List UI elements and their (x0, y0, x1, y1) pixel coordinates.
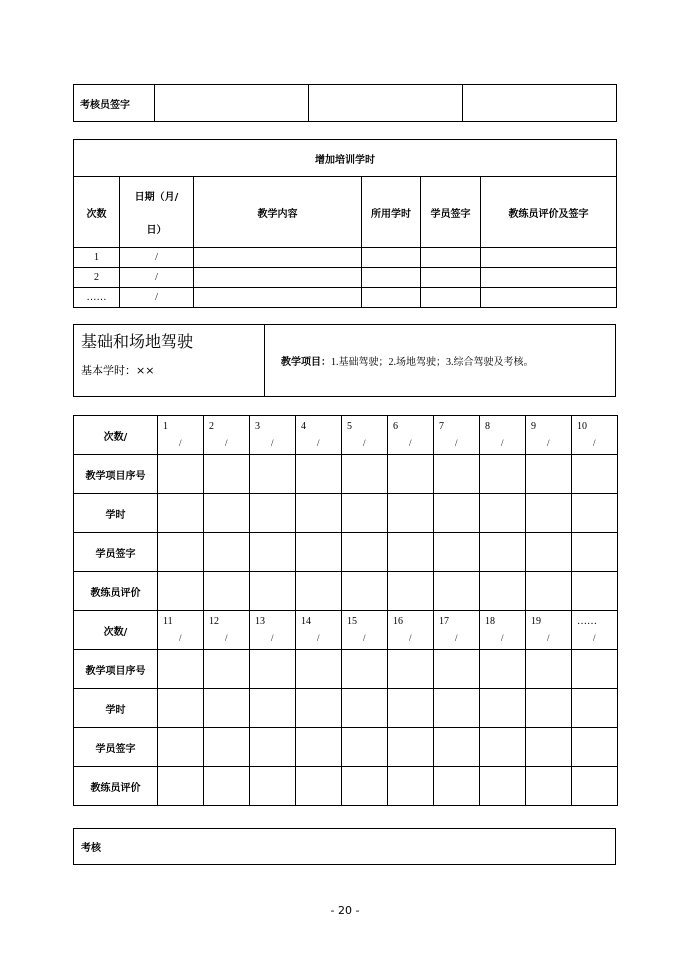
schedule-entry-cell[interactable] (158, 650, 204, 689)
examiner-signature-table (73, 84, 690, 122)
header-times: 次数 (74, 177, 120, 248)
row-eval-cell[interactable] (481, 268, 617, 288)
schedule-entry-cell[interactable] (434, 494, 480, 533)
session-number-cell (480, 611, 526, 650)
coach-eval-label: 教练员评价 (74, 767, 158, 806)
session-slash: / (363, 633, 366, 643)
session-number-cell (342, 416, 388, 455)
row-date[interactable]: / (120, 248, 194, 268)
schedule-entry-cell[interactable] (250, 533, 296, 572)
basic-driving-section (73, 324, 616, 397)
row-eval-cell[interactable] (481, 288, 617, 308)
schedule-entry-cell[interactable] (296, 650, 342, 689)
schedule-entry-cell[interactable] (388, 494, 434, 533)
schedule-entry-cell[interactable] (526, 728, 572, 767)
session-number-cell (250, 416, 296, 455)
session-slash: / (225, 438, 228, 448)
schedule-entry-cell[interactable] (296, 494, 342, 533)
session-number: 13 (255, 616, 265, 627)
schedule-entry-cell[interactable] (434, 689, 480, 728)
session-slash: / (271, 633, 274, 643)
schedule-entry-cell[interactable] (434, 728, 480, 767)
schedule-entry-cell[interactable] (342, 689, 388, 728)
session-slash: / (363, 438, 366, 448)
session-slash: / (455, 438, 458, 448)
schedule-entry-cell[interactable] (158, 728, 204, 767)
schedule-entry-cell[interactable] (250, 494, 296, 533)
schedule-entry-cell[interactable] (342, 572, 388, 611)
schedule-table (73, 415, 618, 806)
session-number-cell (526, 611, 572, 650)
schedule-entry-cell[interactable] (296, 533, 342, 572)
schedule-entry-cell[interactable] (480, 650, 526, 689)
schedule-entry-cell[interactable] (158, 572, 204, 611)
schedule-entry-cell[interactable] (480, 494, 526, 533)
session-number: 9 (531, 421, 536, 432)
session-number-cell (342, 611, 388, 650)
schedule-entry-cell[interactable] (296, 572, 342, 611)
session-number: 15 (347, 616, 357, 627)
session-number: 19 (531, 616, 541, 627)
session-slash: / (593, 633, 596, 643)
schedule-entry-cell[interactable] (572, 689, 618, 728)
session-slash: / (455, 633, 458, 643)
session-number-cell (250, 611, 296, 650)
section-title: 基础和场地驾驶 (81, 332, 194, 351)
session-slash: / (593, 438, 596, 448)
session-number: …… (577, 616, 597, 627)
session-number: 14 (301, 616, 311, 627)
row-sign-cell[interactable] (421, 288, 481, 308)
session-number: 2 (209, 421, 214, 432)
session-slash: / (409, 633, 412, 643)
schedule-entry-cell[interactable] (388, 455, 434, 494)
schedule-entry-cell[interactable] (480, 533, 526, 572)
row-hours-cell[interactable] (362, 268, 421, 288)
session-number-cell (204, 416, 250, 455)
hours-label: 学时 (74, 689, 158, 728)
schedule-entry-cell[interactable] (296, 728, 342, 767)
schedule-entry-cell[interactable] (204, 533, 250, 572)
schedule-entry-cell[interactable] (526, 533, 572, 572)
session-slash: / (317, 438, 320, 448)
header-student-sign: 学员签字 (421, 177, 481, 248)
session-number: 3 (255, 421, 260, 432)
session-number-cell (388, 611, 434, 650)
session-slash: / (179, 633, 182, 643)
session-number: 18 (485, 616, 495, 627)
session-number: 10 (577, 421, 587, 432)
schedule-entry-cell[interactable] (158, 689, 204, 728)
session-slash: / (501, 438, 504, 448)
row-date[interactable]: / (120, 288, 194, 308)
schedule-entry-cell[interactable] (250, 455, 296, 494)
schedule-entry-cell[interactable] (250, 767, 296, 806)
header-coach-eval: 教练员评价及签字 (481, 177, 617, 248)
schedule-entry-cell[interactable] (342, 650, 388, 689)
session-number: 16 (393, 616, 403, 627)
schedule-entry-cell[interactable] (572, 533, 618, 572)
schedule-entry-cell[interactable] (572, 728, 618, 767)
session-number-cell (204, 611, 250, 650)
session-number: 5 (347, 421, 352, 432)
row-date[interactable]: / (120, 268, 194, 288)
examiner-sign-cell[interactable] (463, 85, 617, 122)
schedule-entry-cell[interactable] (388, 689, 434, 728)
session-slash: / (547, 633, 550, 643)
extra-training-table (73, 139, 617, 308)
schedule-entry-cell[interactable] (204, 650, 250, 689)
examiner-sign-cell[interactable] (309, 85, 463, 122)
item-no-label: 教学项目序号 (74, 650, 158, 689)
session-number-cell (158, 416, 204, 455)
schedule-entry-cell[interactable] (434, 650, 480, 689)
schedule-entry-cell[interactable] (572, 572, 618, 611)
row-no: …… (74, 288, 120, 308)
schedule-entry-cell[interactable] (526, 650, 572, 689)
times-label: 次数/ (74, 611, 158, 650)
schedule-entry-cell[interactable] (388, 572, 434, 611)
schedule-entry-cell[interactable] (296, 767, 342, 806)
schedule-entry-cell[interactable] (434, 767, 480, 806)
coach-eval-label: 教练员评价 (74, 572, 158, 611)
session-slash: / (501, 633, 504, 643)
schedule-entry-cell[interactable] (572, 494, 618, 533)
schedule-entry-cell[interactable] (204, 767, 250, 806)
examiner-sign-label: 考核员签字 (74, 85, 155, 122)
session-number-cell (434, 611, 480, 650)
schedule-entry-cell[interactable] (250, 650, 296, 689)
schedule-entry-cell[interactable] (250, 572, 296, 611)
schedule-entry-cell[interactable] (480, 572, 526, 611)
row-content-cell[interactable] (194, 248, 362, 268)
schedule-entry-cell[interactable] (296, 689, 342, 728)
row-content-cell[interactable] (194, 268, 362, 288)
basic-hours: 基本学时：×× (81, 364, 155, 377)
schedule-entry-cell[interactable] (342, 728, 388, 767)
teaching-items-text: 1.基础驾驶；2.场地驾驶；3.综合驾驶及考核。 (331, 357, 534, 368)
student-sign-label: 学员签字 (74, 728, 158, 767)
schedule-entry-cell[interactable] (158, 455, 204, 494)
schedule-entry-cell[interactable] (572, 767, 618, 806)
row-sign-cell[interactable] (421, 248, 481, 268)
schedule-entry-cell[interactable] (572, 455, 618, 494)
schedule-entry-cell[interactable] (480, 728, 526, 767)
schedule-entry-cell[interactable] (388, 650, 434, 689)
schedule-entry-cell[interactable] (250, 689, 296, 728)
schedule-entry-cell[interactable] (572, 650, 618, 689)
session-slash: / (271, 438, 274, 448)
schedule-entry-cell[interactable] (158, 533, 204, 572)
row-sign-cell[interactable] (421, 268, 481, 288)
session-slash: / (547, 438, 550, 448)
schedule-entry-cell[interactable] (526, 767, 572, 806)
session-slash: / (409, 438, 412, 448)
header-date (120, 177, 194, 248)
schedule-entry-cell[interactable] (296, 455, 342, 494)
header-hours: 所用学时 (362, 177, 421, 248)
schedule-entry-cell[interactable] (388, 728, 434, 767)
schedule-entry-cell[interactable] (434, 533, 480, 572)
schedule-entry-cell[interactable] (434, 572, 480, 611)
schedule-entry-cell[interactable] (526, 455, 572, 494)
row-no: 2 (74, 268, 120, 288)
hours-label: 学时 (74, 494, 158, 533)
schedule-entry-cell[interactable] (526, 494, 572, 533)
session-number: 4 (301, 421, 306, 432)
session-number-cell (572, 611, 618, 650)
schedule-entry-cell[interactable] (204, 494, 250, 533)
session-number-cell (526, 416, 572, 455)
schedule-entry-cell[interactable] (526, 689, 572, 728)
examiner-sign-cell[interactable] (155, 85, 309, 122)
basic-driving-title-cell (74, 325, 265, 396)
header-date-line1: 日期（月/ (134, 192, 179, 203)
item-no-label: 教学项目序号 (74, 455, 158, 494)
session-number-cell (296, 416, 342, 455)
session-number: 17 (439, 616, 449, 627)
teaching-items-label: 教学项目： (281, 357, 331, 368)
times-label: 次数/ (74, 416, 158, 455)
header-date-line2: 日） (146, 225, 167, 236)
schedule-entry-cell[interactable] (158, 767, 204, 806)
schedule-entry-cell[interactable] (342, 533, 388, 572)
schedule-entry-cell[interactable] (204, 728, 250, 767)
page-number: - 20 - (330, 904, 360, 917)
schedule-entry-cell[interactable] (204, 572, 250, 611)
row-eval-cell[interactable] (481, 248, 617, 268)
schedule-entry-cell[interactable] (204, 455, 250, 494)
exam-section (73, 828, 616, 865)
schedule-entry-cell[interactable] (526, 572, 572, 611)
session-slash: / (179, 438, 182, 448)
session-number-cell (296, 611, 342, 650)
teaching-items (265, 325, 615, 396)
schedule-entry-cell[interactable] (158, 494, 204, 533)
session-number-cell (572, 416, 618, 455)
student-sign-label: 学员签字 (74, 533, 158, 572)
schedule-entry-cell[interactable] (388, 533, 434, 572)
extra-training-title: 增加培训学时 (74, 140, 617, 177)
schedule-entry-cell[interactable] (250, 728, 296, 767)
session-number: 1 (163, 421, 168, 432)
session-number-cell (388, 416, 434, 455)
row-no: 1 (74, 248, 120, 268)
schedule-entry-cell[interactable] (388, 767, 434, 806)
schedule-entry-cell[interactable] (480, 689, 526, 728)
schedule-entry-cell[interactable] (342, 494, 388, 533)
row-content-cell[interactable] (194, 288, 362, 308)
session-slash: / (317, 633, 320, 643)
session-number-cell (434, 416, 480, 455)
schedule-entry-cell[interactable] (480, 767, 526, 806)
session-number: 12 (209, 616, 219, 627)
schedule-entry-cell[interactable] (204, 689, 250, 728)
session-number: 8 (485, 421, 490, 432)
schedule-entry-cell[interactable] (434, 455, 480, 494)
session-number-cell (158, 611, 204, 650)
session-number: 11 (163, 616, 173, 627)
row-hours-cell[interactable] (362, 248, 421, 268)
header-content: 教学内容 (194, 177, 362, 248)
schedule-entry-cell[interactable] (342, 767, 388, 806)
session-number-cell (480, 416, 526, 455)
session-slash: / (225, 633, 228, 643)
session-number: 6 (393, 421, 398, 432)
row-hours-cell[interactable] (362, 288, 421, 308)
exam-label: 考核 (81, 843, 101, 854)
schedule-entry-cell[interactable] (480, 455, 526, 494)
schedule-entry-cell[interactable] (342, 455, 388, 494)
session-number: 7 (439, 421, 444, 432)
